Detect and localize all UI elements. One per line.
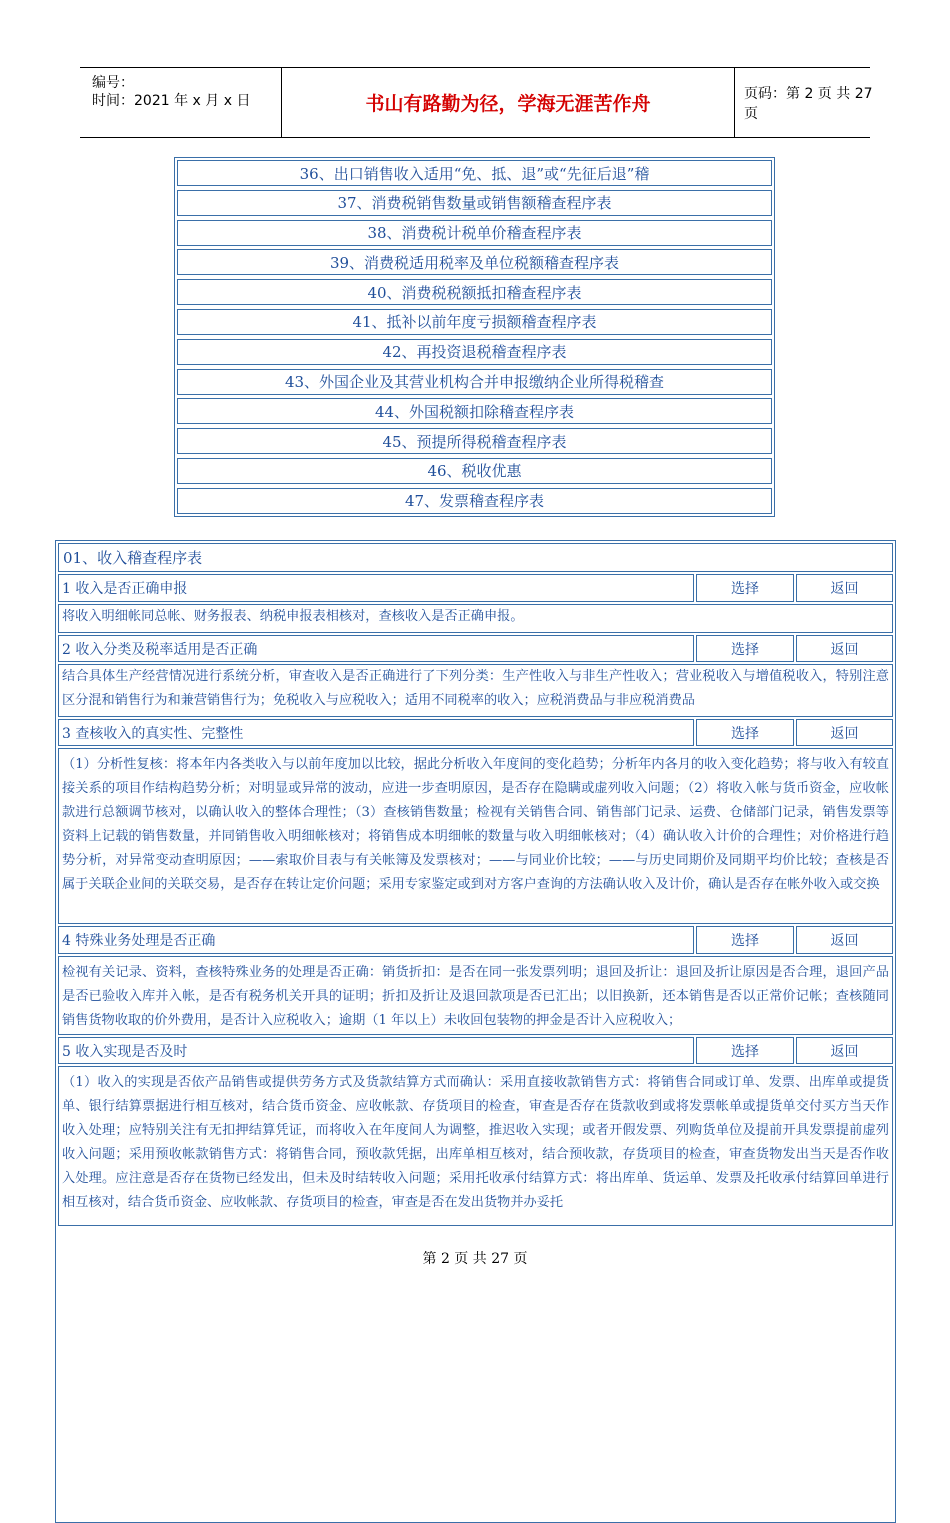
item-body: 将收入明细帐同总帐、财务报表、纳税申报表相核对，查核收入是否正确申报。 bbox=[58, 604, 893, 633]
index-link[interactable]: 39、消费税适用税率及单位税额稽查程序表 bbox=[177, 249, 772, 275]
procedure-table bbox=[55, 540, 896, 1523]
index-link[interactable]: 41、抵补以前年度亏损额稽查程序表 bbox=[177, 309, 772, 335]
return-link[interactable]: 返回 bbox=[796, 719, 893, 746]
item-heading: 3 查核收入的真实性、完整性 bbox=[58, 719, 694, 746]
select-link[interactable]: 选择 bbox=[696, 635, 794, 662]
index-link[interactable]: 37、消费税销售数量或销售额稽查程序表 bbox=[177, 190, 772, 216]
index-link[interactable]: 44、外国税额扣除稽查程序表 bbox=[177, 398, 772, 424]
page-info: 页码：第 2 页 共 27 页 bbox=[744, 85, 873, 122]
index-link[interactable]: 43、外国企业及其营业机构合并申报缴纳企业所得税稽查 bbox=[177, 369, 772, 395]
page-header bbox=[80, 67, 873, 138]
section-title: 01、收入稽查程序表 bbox=[58, 543, 893, 572]
index-link[interactable]: 45、预提所得税稽查程序表 bbox=[177, 428, 772, 454]
item-heading: 5 收入实现是否及时 bbox=[58, 1037, 694, 1064]
item-body: 检视有关记录、资料，查核特殊业务的处理是否正确：销货折扣：是否在同一张发票列明；退回及折让：退回及折让原因是否合理，退回产品是否已验收入库并入帐，是否有税务机关开具的证明；折扣及折让及退回款项是否已汇出；以旧换新，还本销售是否以正常价记帐；查核随同销售货物收取的价外费用，是否计入应税收入；逾期（1 年以上）未收回包装物的押金是否计入应税收入； bbox=[58, 956, 893, 1035]
select-link[interactable]: 选择 bbox=[696, 719, 794, 746]
index-link[interactable]: 47、发票稽查程序表 bbox=[177, 488, 772, 514]
item-body: （1）分析性复核：将本年内各类收入与以前年度加以比较，据此分析收入年度间的变化趋势；分析年内各月的收入变化趋势；将与收入有较直接关系的项目作结构趋势分析；对明显或异常的波动，应进一步查明原因，是否存在隐瞒或虚列收入问题；（2）将收入帐与货币资金，应收帐款进行总额调节核对，以确认收入的整体合理性；（3）查核销售数量；检视有关销售合同、销售部门记录、运费、仓储部门记录，销售发票等资料上记载的销售数量，并同销售收入明细帐核对；将销售成本明细帐的数量与收入明细帐核对；（4）确认收入计价的合理性；对价格进行趋势分析，对异常变动查明原因；——索取价目表与有关帐簿及发票核对；——与同业价比较；——与历史同期价及同期平均价比较；查核是否属于关联企业间的关联交易，是否存在转让定价问题；采用专家鉴定或到对方客户查询的方法确认收入及计价，确认是否存在帐外收入或交换 bbox=[58, 748, 893, 924]
index-link[interactable]: 36、出口销售收入适用“免、抵、退”或“先征后退”稽 bbox=[177, 160, 772, 186]
item-heading: 1 收入是否正确申报 bbox=[58, 574, 694, 602]
select-link[interactable]: 选择 bbox=[696, 926, 794, 954]
return-link[interactable]: 返回 bbox=[796, 926, 893, 954]
index-table bbox=[174, 157, 775, 517]
item-heading: 4 特殊业务处理是否正确 bbox=[58, 926, 694, 954]
index-link[interactable]: 40、消费税税额抵扣稽查程序表 bbox=[177, 279, 772, 305]
index-link[interactable]: 46、税收优惠 bbox=[177, 458, 772, 484]
index-link[interactable]: 38、消费税计税单价稽查程序表 bbox=[177, 220, 772, 246]
header-meta bbox=[80, 68, 281, 137]
item-body: 结合具体生产经营情况进行系统分析，审查收入是否正确进行了下列分类：生产性收入与非生产性收入；营业税收入与增值税收入，特别注意区分混和销售行为和兼营销售行为；免税收入与应税收入；适用不同税率的收入；应税消费品与非应税消费品 bbox=[58, 664, 893, 717]
motto: 书山有路勤为径，学海无涯苦作舟 bbox=[281, 68, 735, 137]
return-link[interactable]: 返回 bbox=[796, 1037, 893, 1064]
index-link[interactable]: 42、再投资退税稽查程序表 bbox=[177, 339, 772, 365]
return-link[interactable]: 返回 bbox=[796, 635, 893, 662]
number-label: 编号： bbox=[92, 75, 134, 91]
select-link[interactable]: 选择 bbox=[696, 1037, 794, 1064]
item-heading: 2 收入分类及税率适用是否正确 bbox=[58, 635, 694, 662]
select-link[interactable]: 选择 bbox=[696, 574, 794, 602]
return-link[interactable]: 返回 bbox=[796, 574, 893, 602]
page-footer: 第 2 页 共 27 页 bbox=[422, 1251, 528, 1267]
item-body: （1）收入的实现是否依产品销售或提供劳务方式及货款结算方式而确认：采用直接收款销售方式：将销售合同或订单、发票、出库单或提货单、银行结算票据进行相互核对，结合货币资金、应收帐款、存货项目的检查，审查是否存在货款收到或将发票帐单或提货单交付买方当天作收入处理；应特别关注有无扣押结算凭证，而将收入在年度间人为调整，推迟收入实现；或者开假发票、列购货单位及提前开具发票提前虚列收入问题；采用预收帐款销售方式：将销售合同，预收款凭据，出库单相互核对，结合预收款，存货项目的检查，审查货物发出当天是否作收入处理。应注意是否存在货物已经发出，但未及时结转收入问题；采用托收承付结算方式：将出库单、货运单、发票及托收承付结算回单进行相互核对，结合货币资金、应收帐款、存货项目的检查，审查是否在发出货物并办妥托 bbox=[58, 1066, 893, 1226]
date-line: 时间：2021 年 x 月 x 日 bbox=[92, 93, 251, 109]
